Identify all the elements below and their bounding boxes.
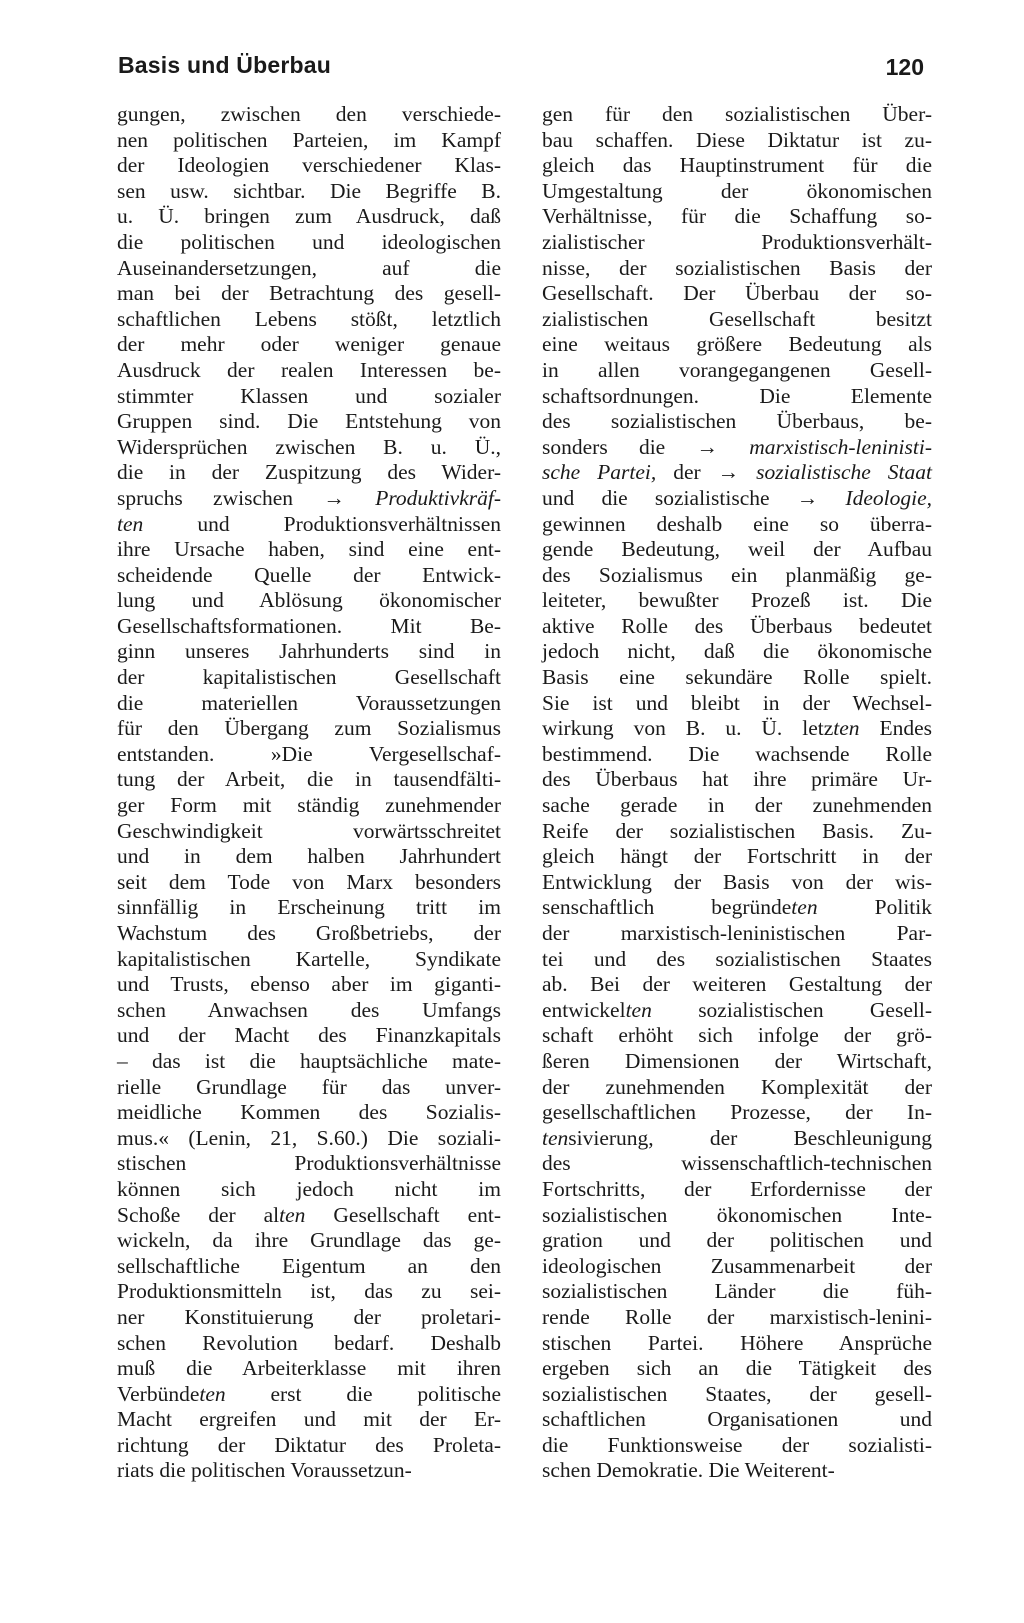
text-line: sonders die → marxistisch-leninisti- xyxy=(542,434,932,459)
text-line: entwickelten sozialistischen Gesell- xyxy=(542,997,932,1022)
text-line: sche Partei, der → sozialistische Staat xyxy=(542,460,932,485)
text-line: schen Revolution bedarf. Deshalb xyxy=(117,1330,501,1355)
text-line: sen usw. sichtbar. Die Begriffe B. xyxy=(117,178,501,203)
text-line: aktive Rolle des Überbaus bedeutet xyxy=(542,613,932,638)
text-line: Schoße der alten Gesellschaft ent- xyxy=(117,1202,502,1227)
text-line: – das ist die hauptsächliche mate- xyxy=(117,1048,501,1073)
text-line: schaftlichen Lebens stößt, letztlich xyxy=(117,306,501,331)
text-line: ger Form mit ständig zunehmender xyxy=(117,793,501,818)
text-line: der kapitalistischen Gesellschaft xyxy=(117,665,501,690)
text-line: wirkung von B. u. Ü. letzten Endes xyxy=(542,716,933,741)
text-line: meidliche Kommen des Sozialis- xyxy=(117,1100,501,1125)
text-line: die politischen und ideologischen xyxy=(117,229,501,254)
text-line: Widersprüchen zwischen B. u. Ü., xyxy=(117,434,501,459)
text-line: sozialistischen Staates, der gesell- xyxy=(542,1381,932,1406)
text-line: der marxistisch-leninistischen Par- xyxy=(542,921,932,945)
text-line: kapitalistischen Kartelle, Syndikate xyxy=(117,946,501,971)
text-line: können sich jedoch nicht im xyxy=(117,1176,501,1201)
text-line: gleich das Hauptinstrument für die xyxy=(542,153,932,178)
text-line: ideologischen Zusammenarbeit der xyxy=(542,1253,932,1278)
text-line: ner Konstituierung der proletari- xyxy=(117,1304,501,1329)
text-line: und Trusts, ebenso aber im giganti- xyxy=(117,972,501,997)
text-line: sellschaftliche Eigentum an den xyxy=(117,1253,501,1278)
text-line: stischen Partei. Höhere Ansprüche xyxy=(542,1330,932,1355)
text-line: die Funktionsweise der sozialisti- xyxy=(542,1432,932,1457)
text-column-right xyxy=(542,102,932,1484)
text-line: die in der Zuspitzung des Wider- xyxy=(117,460,501,485)
text-line: gration und der politischen und xyxy=(542,1228,932,1253)
text-line: ginn unseres Jahrhunderts sind in xyxy=(117,639,501,664)
text-line: schaftsordnungen. Die Elemente xyxy=(542,383,932,408)
text-line: seit dem Tode von Marx besonders xyxy=(117,869,501,894)
text-line: Reife der sozialistischen Basis. Zu- xyxy=(542,818,932,843)
text-line: leiteter, bewußter Prozeß ist. Die xyxy=(542,588,932,613)
text-line: Geschwindigkeit vorwärtsschreitet xyxy=(117,818,501,843)
text-line: schaftlichen Organisationen und xyxy=(542,1407,932,1432)
text-line: zialistischen Gesellschaft besitzt xyxy=(542,306,932,331)
text-line: Gesellschaftsformationen. Mit Be- xyxy=(117,613,501,638)
text-line: nen politischen Parteien, im Kampf xyxy=(117,127,501,152)
text-line: für den Übergang zum Sozialismus xyxy=(117,716,501,741)
text-line: richtung der Diktatur des Proleta- xyxy=(117,1432,501,1457)
text-line: tei und des sozialistischen Staates xyxy=(542,946,932,971)
text-line: Auseinandersetzungen, auf die xyxy=(117,255,501,280)
text-line: rielle Grundlage für das unver- xyxy=(117,1074,501,1099)
text-line: Entwicklung der Basis von der wis- xyxy=(542,869,932,894)
text-line: und die sozialistische → Ideologie, xyxy=(542,485,932,510)
text-line: Ausdruck der realen Interessen be- xyxy=(117,357,501,382)
text-line: man bei der Betrachtung des gesell- xyxy=(117,281,501,306)
running-header-title: Basis und Überbau xyxy=(118,52,331,78)
text-line: sozialistischen Länder die füh- xyxy=(542,1279,932,1304)
text-line: Fortschritts, der Erfordernisse der xyxy=(542,1176,932,1201)
text-line: gen für den sozialistischen Über- xyxy=(542,102,932,126)
text-line: gewinnen deshalb eine so überra- xyxy=(542,511,932,536)
text-line: Basis eine sekundäre Rolle spielt. xyxy=(542,665,932,690)
text-line: des Überbaus hat ihre primäre Ur- xyxy=(542,767,932,792)
text-line: schen Demokratie. Die Weiterent- xyxy=(542,1458,835,1483)
text-line: lung und Ablösung ökonomischer xyxy=(117,588,501,613)
text-line: Wachstum des Großbetriebs, der xyxy=(117,921,501,945)
text-line: und der Macht des Finanzkapitals xyxy=(117,1023,501,1048)
text-line: entstanden. »Die Vergesellschaf- xyxy=(117,741,501,766)
text-line: Sie ist und bleibt in der Wechsel- xyxy=(542,690,932,715)
text-line: ab. Bei der weiteren Gestaltung der xyxy=(542,972,932,997)
text-line: stimmter Klassen und sozialer xyxy=(117,383,501,408)
text-line: die materiellen Voraussetzungen xyxy=(117,690,501,715)
text-line: des sozialistischen Überbaus, be- xyxy=(542,409,932,434)
text-line: stischen Produktionsverhältnisse xyxy=(117,1151,501,1176)
text-line: senschaftlich begründeten Politik xyxy=(542,895,932,920)
text-line: Verhältnisse, für die Schaffung so- xyxy=(542,204,932,229)
text-line: ihre Ursache haben, sind eine ent- xyxy=(117,537,501,562)
text-line: mus.« (Lenin, 21, S.60.) Die soziali- xyxy=(117,1125,501,1150)
text-line: tensivierung, der Beschleunigung xyxy=(542,1125,932,1150)
text-line: tung der Arbeit, die in tausendfälti- xyxy=(117,767,501,792)
text-line: Gesellschaft. Der Überbau der so- xyxy=(542,281,932,306)
text-line: in allen vorangegangenen Gesell- xyxy=(542,357,932,382)
text-line: schen Anwachsen des Umfangs xyxy=(117,997,501,1022)
text-line: der mehr oder weniger genaue xyxy=(117,332,501,357)
text-line: eine weitaus größere Bedeutung als xyxy=(542,332,932,357)
text-line: scheidende Quelle der Entwick- xyxy=(117,562,501,587)
text-line: spruchs zwischen → Produktivkräf- xyxy=(117,485,501,510)
text-line: jedoch nicht, daß die ökonomische xyxy=(542,639,932,664)
text-line: gende Bedeutung, weil der Aufbau xyxy=(542,537,932,562)
text-line: bestimmend. Die wachsende Rolle xyxy=(542,741,932,766)
text-line: und in dem halben Jahrhundert xyxy=(117,844,501,869)
text-line: des wissenschaftlich-technischen xyxy=(542,1151,932,1176)
text-line: zialistischer Produktionsverhält- xyxy=(542,229,932,254)
text-line: des Sozialismus ein planmäßig ge- xyxy=(542,562,932,587)
text-line: sozialistischen ökonomischen Inte- xyxy=(542,1202,932,1227)
text-line: Produktionsmitteln ist, das zu sei- xyxy=(117,1279,501,1304)
text-line: ten und Produktionsverhältnissen xyxy=(117,511,501,536)
text-line: riats die politischen Voraussetzun- xyxy=(117,1458,412,1483)
text-line: Gruppen sind. Die Entstehung von xyxy=(117,409,501,434)
text-line: gesellschaftlichen Prozesse, der In- xyxy=(542,1100,932,1125)
text-column-left xyxy=(117,102,501,1484)
text-line: bau schaffen. Diese Diktatur ist zu- xyxy=(542,127,932,152)
text-line: ßeren Dimensionen der Wirtschaft, xyxy=(542,1048,932,1073)
text-line: nisse, der sozialistischen Basis der xyxy=(542,255,932,280)
text-line: gleich hängt der Fortschritt in der xyxy=(542,844,932,869)
text-line: schaft erhöht sich infolge der grö- xyxy=(542,1023,932,1048)
text-line: Umgestaltung der ökonomischen xyxy=(542,178,932,203)
text-line: wickeln, da ihre Grundlage das ge- xyxy=(117,1228,501,1253)
text-line: u. Ü. bringen zum Ausdruck, daß xyxy=(117,204,501,229)
text-line: Macht ergreifen und mit der Er- xyxy=(117,1407,501,1432)
text-line: sinnfällig in Erscheinung tritt im xyxy=(117,895,501,920)
text-line: rende Rolle der marxistisch-lenini- xyxy=(542,1304,932,1329)
text-line: gungen, zwischen den verschiede- xyxy=(117,102,501,126)
text-line: muß die Arbeiterklasse mit ihren xyxy=(117,1356,501,1381)
text-line: Verbündeten erst die politische xyxy=(117,1381,501,1406)
text-line: ergeben sich an die Tätigkeit des xyxy=(542,1356,932,1381)
text-line: der zunehmenden Komplexität der xyxy=(542,1074,932,1099)
text-line: der Ideologien verschiedener Klas- xyxy=(117,153,501,178)
text-line: sache gerade in der zunehmenden xyxy=(542,793,932,818)
page-number: 120 xyxy=(885,54,924,80)
